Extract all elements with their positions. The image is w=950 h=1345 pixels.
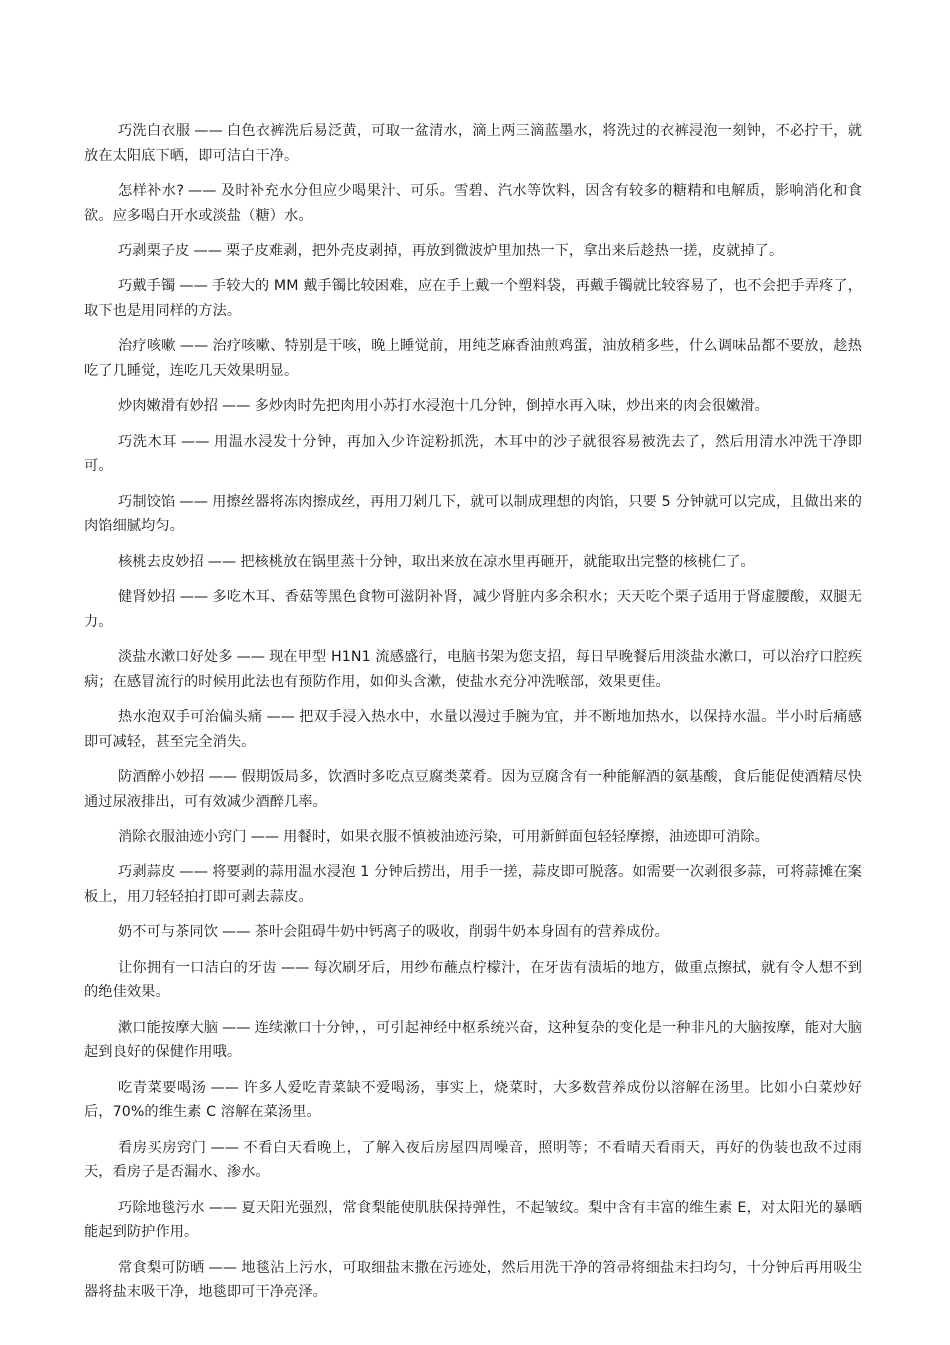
tip-title: 核桃去皮妙招 (118, 553, 204, 570)
tip-separator: —— (179, 589, 209, 606)
tip-paragraph (84, 119, 862, 168)
tip-body: 把核桃放在锅里蒸十分钟，取出来放在凉水里再砸开，就能取出完整的核桃仁了。 (240, 553, 755, 570)
tip-title: 巧戴手镯 (118, 278, 176, 295)
tip-title: 巧洗白衣服 (118, 123, 191, 139)
tip-title: 巧剥栗子皮 (118, 242, 190, 259)
tip-title: 漱口能按摩大脑 (118, 1019, 219, 1036)
tip-paragraph (84, 705, 862, 754)
tip-body: 现在甲型 H1N1 流感盛行，电脑书架为您支招，每日早晚餐后用淡盐水漱口，可以治疗口腔疾病；在感冒流行的时候用此法也有预防作用，如仰头含漱，使盐水充分冲洗喉部，效果更佳。 (84, 649, 862, 690)
tip-paragraph (84, 1256, 862, 1305)
tip-title: 淡盐水漱口好处多 (118, 649, 233, 666)
tip-paragraph (84, 550, 862, 575)
tip-separator: —— (179, 278, 208, 295)
tip-body: 用温水浸发十分钟，再加入少许淀粉抓洗，木耳中的沙子就很容易被洗去了，然后用清水冲洗干净即可。 (84, 433, 862, 475)
tip-title: 巧洗木耳 (118, 433, 177, 450)
tip-separator: —— (210, 1139, 240, 1156)
tip-body: 假期饭局多，饮酒时多吃点豆腐类菜肴。因为豆腐含有一种能解酒的氨基酸，食后能促使酒精尽快通过尿液排出，可有效减少酒醉几率。 (84, 769, 862, 810)
tip-body: 将要剥的蒜用温水浸泡 1 分钟后捞出，用手一搓，蒜皮即可脱落。如需要一次剥很多蒜，可将蒜摊在案板上，用刀轻轻拍打即可剥去蒜皮。 (84, 864, 863, 905)
tip-title: 怎样补水? (118, 182, 184, 199)
tip-paragraph (84, 274, 862, 323)
tip-separator: —— (179, 493, 208, 510)
tip-separator: —— (222, 398, 251, 415)
tip-body: 及时补充水分但应少喝果汁、可乐。雪碧、汽水等饮料，因含有较多的糖精和电解质，影响消化和食欲。应多喝白开水或淡盐（糖）水。 (84, 182, 863, 224)
tip-body: 把双手浸入热水中，水量以漫过手腕为宜，并不断地加热水，以保持水温。半小时后痛感即可减轻，甚至完全消失。 (84, 709, 862, 750)
tip-title: 健肾妙招 (118, 589, 176, 606)
tip-paragraph (84, 765, 862, 814)
tip-body: 不看白天看晚上，了解入夜后房屋四周噪音，照明等；不看晴天看雨天，再好的伪装也敌不过雨天，看房子是否漏水、渗水。 (84, 1139, 863, 1181)
tip-body: 夏天阳光强烈，常食梨能使肌肤保持弹性，不起皱纹。梨中含有丰富的维生素 E，对太阳光的暴晒能起到防护作用。 (84, 1199, 862, 1241)
tip-separator: —— (179, 338, 209, 355)
tip-title: 吃青菜要喝汤 (118, 1079, 207, 1096)
tip-paragraph (84, 179, 862, 228)
tip-paragraph (84, 1016, 862, 1065)
tip-separator: —— (194, 123, 223, 139)
tip-separator: —— (207, 553, 237, 570)
tip-title: 巧制饺馅 (118, 493, 176, 510)
tip-paragraph (84, 394, 862, 419)
tip-title: 炒肉嫩滑有妙招 (118, 398, 219, 415)
tip-title: 巧除地毯污水 (118, 1199, 205, 1216)
tip-separator: —— (180, 433, 210, 450)
tip-body: 多炒肉时先把肉用小苏打水浸泡十几分钟，倒掉水再入味，炒出来的肉会很嫩滑。 (254, 398, 769, 415)
tip-title: 治疗咳嗽 (118, 338, 176, 355)
tip-paragraph (84, 825, 862, 850)
tip-separator: —— (210, 1079, 240, 1096)
tip-separator: —— (266, 709, 295, 726)
tip-title: 巧剥蒜皮 (118, 864, 176, 881)
tip-separator: —— (193, 242, 223, 259)
tip-separator: —— (179, 864, 208, 881)
tip-body: 用擦丝器将冻肉擦成丝，再用刀剁几下，就可以制成理想的肉馅，只要 5 分钟就可以完成，且做出来的肉馅细腻均匀。 (84, 493, 863, 535)
tip-separator: —— (208, 769, 238, 786)
tip-body: 治疗咳嗽、特别是干咳，晚上睡觉前，用纯芝麻香油煎鸡蛋，油放稍多些，什么调味品都不要放，趁热吃了几睡觉，连吃几天效果明显。 (84, 338, 862, 379)
tip-title: 常食梨可防晒 (118, 1259, 205, 1276)
tip-body: 手较大的 MM 戴手镯比较困难，应在手上戴一个塑料袋，再戴手镯就比较容易了，也不会把手弄疼了，取下也是用同样的方法。 (84, 278, 862, 319)
tip-title: 热水泡双手可治偏头痛 (118, 709, 263, 726)
tip-title: 防酒醉小妙招 (118, 769, 205, 786)
tips-list (84, 119, 862, 1316)
tip-body: 用餐时，如果衣服不慎被油迹污染，可用新鲜面包轻轻摩擦，油迹即可消除。 (283, 829, 769, 846)
tip-paragraph (84, 956, 862, 1005)
tip-paragraph (84, 1196, 862, 1245)
tip-title: 让你拥有一口洁白的牙齿 (118, 959, 277, 976)
tip-body: 地毯沾上污水，可取细盐末撒在污迹处，然后用洗干净的笤帚将细盐末扫均匀，十分钟后再用吸尘器将盐末吸干净，地毯即可干净亮泽。 (84, 1259, 862, 1301)
tip-paragraph (84, 490, 862, 539)
tip-title: 奶不可与茶同饮 (118, 924, 219, 941)
tip-title: 消除衣服油迹小窍门 (118, 829, 247, 846)
tip-separator: —— (250, 829, 280, 846)
tip-paragraph (84, 585, 862, 634)
tip-paragraph (84, 239, 862, 264)
tip-paragraph (84, 334, 862, 383)
tip-paragraph (84, 860, 862, 909)
tip-title: 看房买房窍门 (118, 1139, 207, 1156)
tip-body: 连续漱口十分钟，，可引起神经中枢系统兴奋，这种复杂的变化是一种非凡的大脑按摩，能对大脑起到良好的保健作用哦。 (84, 1019, 863, 1061)
tip-body: 白色衣裤洗后易泛黄，可取一盆清水，滴上两三滴蓝墨水，将洗过的衣裤浸泡一刻钟，不必拧干，就放在太阳底下晒，即可洁白干净。 (84, 123, 862, 164)
tip-separator: —— (280, 959, 310, 976)
tip-body: 许多人爱吃青菜缺不爱喝汤，事实上，烧菜时，大多数营养成份以溶解在汤里。比如小白菜炒好后，70%的维生素 C 溶解在菜汤里。 (84, 1079, 863, 1121)
tip-separator: —— (236, 649, 266, 666)
tip-body: 每次刷牙后，用纱布蘸点柠檬汁，在牙齿有渍垢的地方，做重点擦拭，就有令人想不到的绝佳效果。 (84, 959, 862, 1001)
tip-paragraph (84, 1076, 862, 1125)
tip-separator: —— (208, 1199, 238, 1216)
tip-paragraph (84, 430, 862, 479)
tip-paragraph (84, 645, 862, 694)
tip-separator: —— (222, 1019, 251, 1036)
tip-separator: —— (187, 182, 217, 199)
tip-separator: —— (222, 924, 251, 941)
tip-body: 栗子皮难剥，把外壳皮剥掉，再放到微波炉里加热一下，拿出来后趁热一搓，皮就掉了。 (226, 242, 784, 259)
tip-body: 茶叶会阻碍牛奶中钙离子的吸收，削弱牛奶本身固有的营养成份。 (254, 924, 669, 941)
tip-paragraph (84, 1136, 862, 1185)
tip-separator: —— (208, 1259, 238, 1276)
tip-paragraph (84, 920, 862, 945)
tip-body: 多吃木耳、香菇等黑色食物可滋阴补肾，减少肾脏内多余积水；天天吃个栗子适用于肾虚腰酸，双腿无力。 (84, 589, 862, 630)
